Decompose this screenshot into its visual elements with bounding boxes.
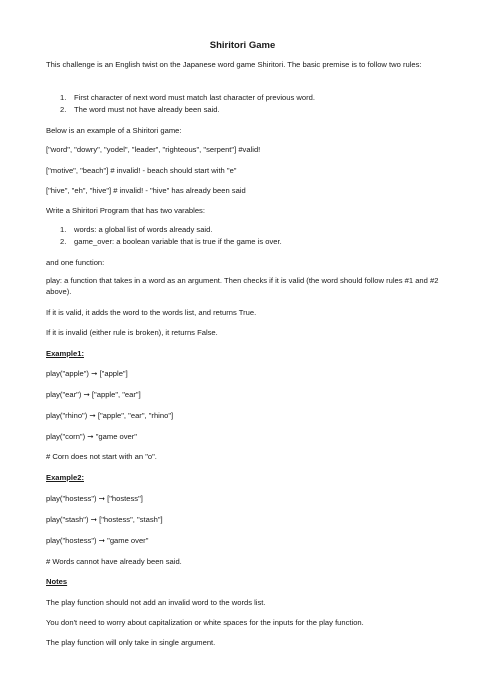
example2-comment: # Words cannot have already been said. <box>46 557 182 566</box>
notes-line: The play function will only take in single argument. <box>46 638 216 647</box>
notes-heading: Notes <box>46 577 68 586</box>
example1-heading: Example1: <box>46 349 84 358</box>
page-title: Shiritori Game <box>209 40 276 51</box>
example1-line: play("rhino") ➞ ["apple", "ear", "rhino"] <box>46 411 174 420</box>
invalid-description: If it is invalid (either rule is broken), it returns False. <box>46 328 218 337</box>
valid-description: If it is valid, it adds the word to the words list, and returns True. <box>46 308 257 317</box>
example1-line: play("ear") ➞ ["apple", "ear"] <box>46 390 141 399</box>
rule-item-2 <box>60 105 460 116</box>
example-line-invalid-start: ["motive", "beach"] # invalid! - beach should start with "e" <box>46 166 237 175</box>
example-line-valid: ["word", "dowry", "yodel", "leader", "righteous", "serpent"] #valid! <box>46 145 261 154</box>
rule-number: 2. <box>60 105 67 114</box>
variable-text: words: a global list of words already said. <box>74 225 213 234</box>
example2-heading: Example2: <box>46 473 84 482</box>
intro-paragraph: This challenge is an English twist on the Japanese word game Shiritori. The basic premise is to follow two rules: <box>46 60 422 69</box>
rule-text: First character of next word must match last character of previous word. <box>74 93 315 102</box>
function-intro: and one function: <box>46 258 105 267</box>
program-intro: Write a Shiritori Program that has two varables: <box>46 206 205 215</box>
example2-line: play("hostess") ➞ "game over" <box>46 536 149 545</box>
variable-number: 1. <box>60 225 67 234</box>
example1-line: play("corn") ➞ "game over" <box>46 432 138 441</box>
example1-comment: # Corn does not start with an "o". <box>46 452 157 461</box>
rule-number: 1. <box>60 93 67 102</box>
variable-item-1 <box>60 225 460 236</box>
notes-line: You don't need to worry about capitalization or white spaces for the inputs for the play function. <box>46 618 364 627</box>
example-intro: Below is an example of a Shiritori game: <box>46 126 182 135</box>
variable-number: 2. <box>60 237 67 246</box>
play-description: play: a function that takes in a word as an argument. Then checks if it is valid (the word should follow rules #1 and #2 above). <box>46 276 439 296</box>
variable-item-2 <box>60 237 460 248</box>
example2-line: play("hostess") ➞ ["hostess"] <box>46 494 143 503</box>
example-line-invalid-repeat: ["hive", "eh", "hive"] # invalid! - "hive" has already been said <box>46 186 246 195</box>
example1-line: play("apple") ➞ ["apple"] <box>46 369 128 378</box>
variable-text: game_over: a boolean variable that is true if the game is over. <box>74 237 282 246</box>
rule-item-1 <box>60 93 460 104</box>
rule-text: The word must not have already been said. <box>74 105 220 114</box>
example2-line: play("stash") ➞ ["hostess", "stash"] <box>46 515 163 524</box>
notes-line: The play function should not add an invalid word to the words list. <box>46 598 266 607</box>
